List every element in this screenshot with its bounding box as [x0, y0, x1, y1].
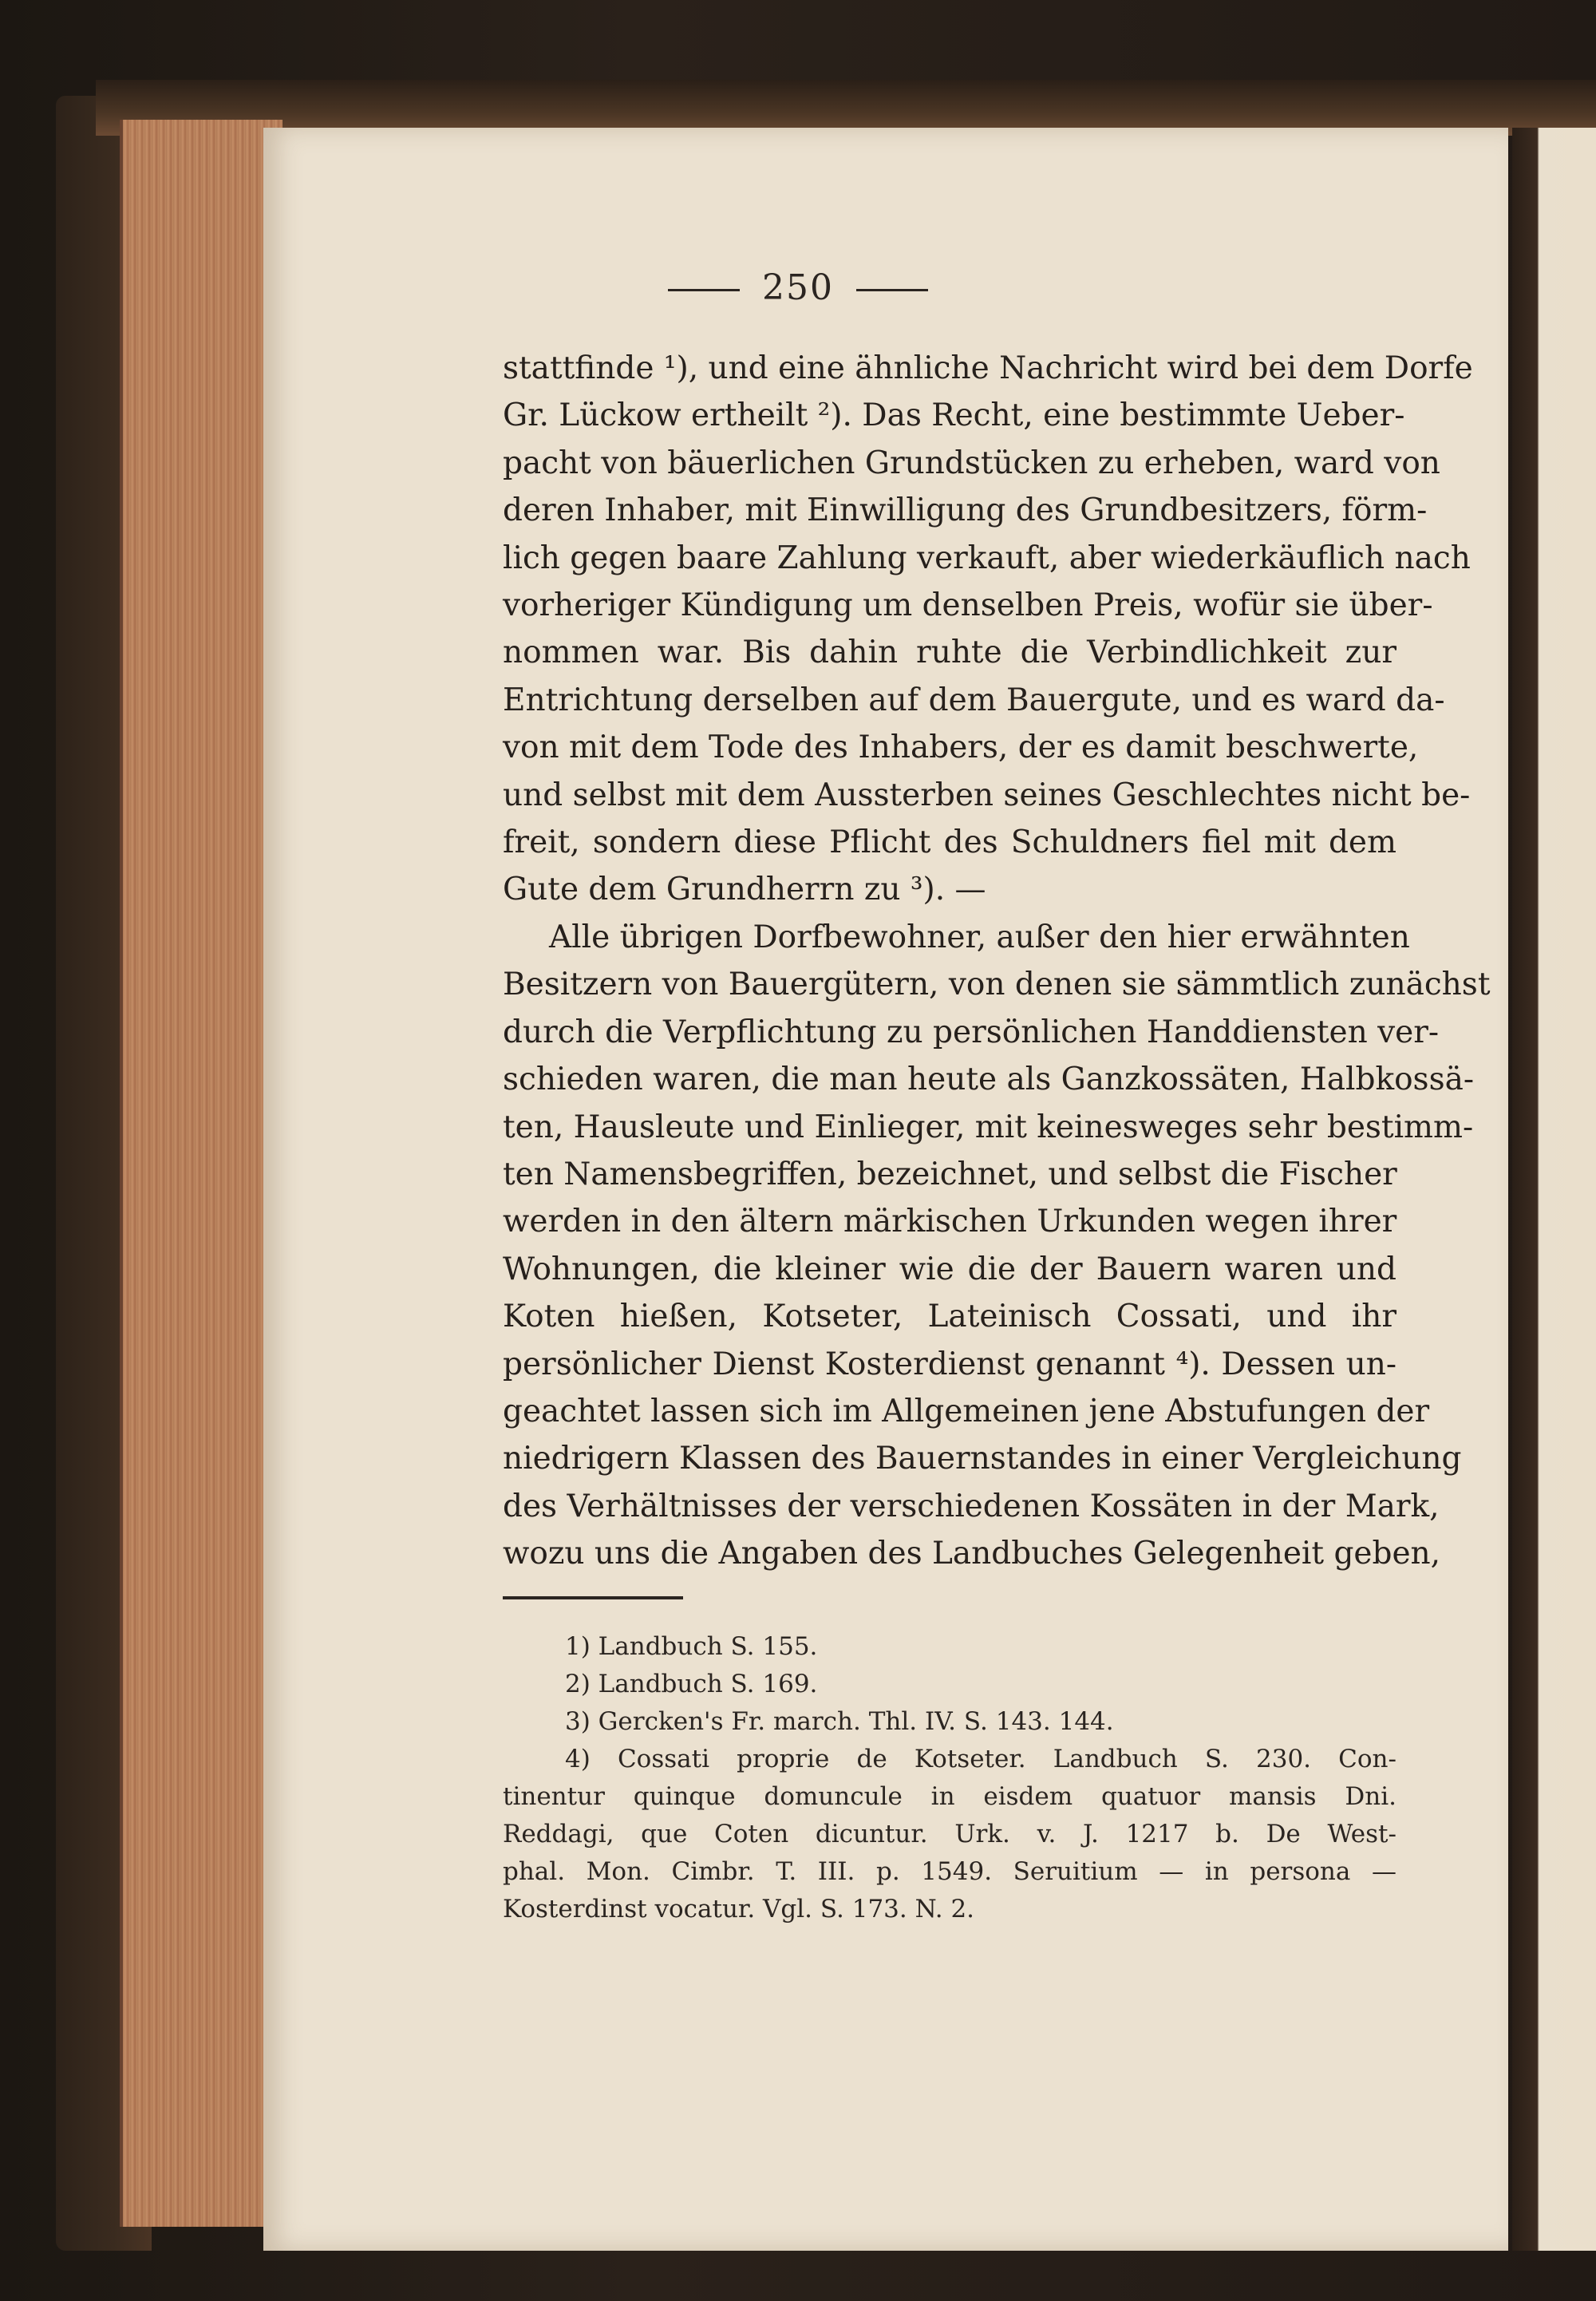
body-line: persönlicher Dienst Kosterdienst genannt ⁴). Dessen un- [503, 1346, 1396, 1382]
body-line: Entrichtung derselben auf dem Bauergute, und es ward da- [503, 682, 1445, 718]
page-edges-stack [120, 120, 282, 2227]
body-line: schieden waren, die man heute als Ganzkossäten, Halbkossä- [503, 1062, 1475, 1098]
footnote-rule [503, 1596, 683, 1599]
body-line: ten, Hausleute und Einlieger, mit keinesweges sehr bestimm- [503, 1109, 1474, 1145]
body-line: des Verhältnisses der verschiedenen Kossäten in der Mark, [503, 1488, 1440, 1524]
body-line: Alle übrigen Dorfbewohner, außer den hier erwähnten [549, 919, 1410, 955]
page-number: 250 [762, 267, 834, 308]
footnote-line: phal. Mon. Cimbr. T. III. p. 1549. Seruitium — in persona — [503, 1857, 1396, 1886]
body-line: Koten hießen, Kotseter, Lateinisch Cossati, und ihr [503, 1299, 1396, 1335]
next-page-edge [1512, 128, 1596, 2251]
body-line: geachtet lassen sich im Allgemeinen jene Abstufungen der [503, 1393, 1430, 1429]
body-line: stattfinde ¹), und eine ähnliche Nachricht wird bei dem Dorfe [503, 350, 1473, 386]
body-line: ten Namensbegriffen, bezeichnet, und selbst die Fischer [503, 1156, 1397, 1192]
body-line: deren Inhaber, mit Einwilligung des Grundbesitzers, förm- [503, 492, 1428, 529]
footnote-line: Kosterdinst vocatur. Vgl. S. 173. N. 2. [503, 1895, 975, 1923]
page-number-header [0, 267, 1596, 308]
header-dash-right [856, 289, 928, 291]
body-line: Wohnungen, die kleiner wie die der Bauern waren und [503, 1251, 1396, 1287]
footnote-line: 3) Gercken's Fr. march. Thl. IV. S. 143. 144. [565, 1707, 1114, 1736]
body-line: Gute dem Grundherrn zu ³). — [503, 872, 986, 908]
body-line: von mit dem Tode des Inhabers, der es damit beschwerte, [503, 729, 1419, 766]
footnotes [503, 1628, 1396, 1928]
body-line: und selbst mit dem Aussterben seines Geschlechtes nicht be- [503, 777, 1471, 813]
footnote-line: tinentur quinque domuncule in eisdem quatuor mansis Dni. [503, 1782, 1396, 1811]
body-line: pacht von bäuerlichen Grundstücken zu erheben, ward von [503, 445, 1440, 481]
footnote-line: Reddagi, que Coten dicuntur. Urk. v. J. 1217 b. De West- [503, 1820, 1396, 1848]
body-line: freit, sondern diese Pflicht des Schuldners fiel mit dem [503, 824, 1396, 861]
footnote-line: 1) Landbuch S. 155. [565, 1632, 818, 1661]
footnote-line: 2) Landbuch S. 169. [565, 1670, 818, 1698]
body-line: durch die Verpflichtung zu persönlichen Handdiensten ver- [503, 1014, 1440, 1050]
body-line: Gr. Lückow ertheilt ²). Das Recht, eine bestimmte Ueber- [503, 397, 1405, 434]
body-line: niedrigern Klassen des Bauernstandes in einer Vergleichung [503, 1441, 1462, 1477]
body-line: nommen war. Bis dahin ruhte die Verbindlichkeit zur [503, 635, 1396, 671]
header-dash-left [668, 289, 740, 291]
body-line: wozu uns die Angaben des Landbuches Gelegenheit geben, [503, 1536, 1441, 1572]
body-line: vorheriger Kündigung um denselben Preis, wofür sie über- [503, 587, 1433, 624]
footnote-line: 4) Cossati proprie de Kotseter. Landbuch S. 230. Con- [565, 1745, 1396, 1773]
body-line: werden in den ältern märkischen Urkunden wegen ihrer [503, 1204, 1397, 1240]
body-line: lich gegen baare Zahlung verkauft, aber wiederkäuflich nach [503, 540, 1471, 576]
body-text [503, 345, 1491, 1578]
body-line: Besitzern von Bauergütern, von denen sie sämmtlich zunächst [503, 967, 1491, 1003]
